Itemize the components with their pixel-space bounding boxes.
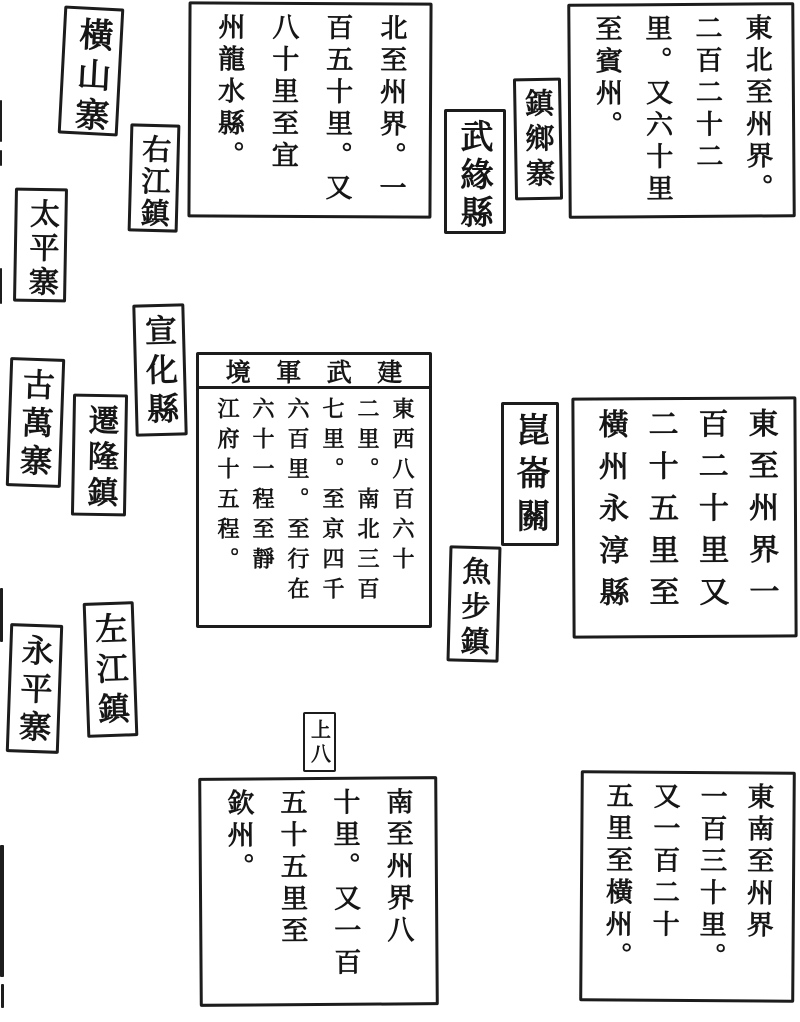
text-column: 東西八百六十 (389, 397, 415, 577)
title-char: 武 (326, 357, 352, 387)
title-char: 境 (225, 357, 251, 387)
text-column: 至賓州。 (590, 14, 623, 143)
place-label-xuanhua-xian (132, 303, 187, 436)
text-column: 一百三十里。 (694, 782, 727, 975)
text-column: 東至州界一 (742, 407, 779, 618)
place-name: 魚步鎮 (456, 555, 493, 662)
text-column: 欽州。 (222, 788, 254, 885)
page-edge-mark (0, 268, 2, 304)
title-char: 建 (377, 357, 403, 387)
text-column: 又一百二十 (647, 781, 680, 942)
page-edge-mark (0, 100, 2, 142)
place-label-qianlong-zhen (71, 394, 128, 517)
place-label-kunlun-guan (501, 402, 559, 546)
text-column: 二十五里至 (642, 408, 679, 619)
place-name: 宣化縣 (139, 313, 181, 432)
folio-text: 上八 (307, 719, 332, 767)
vertical-text-block (190, 4, 427, 215)
vertical-text-block (201, 779, 435, 1004)
text-column: 二百二十二 (690, 13, 723, 174)
place-name: 右江鎮 (136, 133, 173, 231)
page-edge-mark (1, 984, 4, 1008)
text-column: 南至州界八 (381, 787, 414, 948)
text-column: 二里。南北三百 (354, 397, 380, 607)
page-edge-mark (0, 588, 3, 642)
vertical-text-block (199, 389, 429, 625)
place-label-youjiang-zhen (128, 123, 181, 232)
text-column: 州龍水縣。 (212, 12, 245, 173)
text-column: 五里至橫州。 (600, 781, 633, 974)
vertical-text-block (582, 773, 792, 999)
place-name: 太平寨 (22, 197, 60, 301)
text-column: 六百里。至行在 (284, 397, 310, 607)
text-column: 五十五里至 (275, 788, 308, 949)
text-column: 百五十里。又 (320, 13, 353, 206)
title-char: 軍 (276, 357, 302, 387)
text-column: 百二十里又 (692, 407, 729, 618)
distance-box-north (187, 1, 432, 218)
place-name: 崑崙關 (510, 412, 550, 541)
text-column: 江府十五程。 (214, 397, 240, 577)
place-name: 武緣縣 (455, 119, 495, 233)
text-column: 十里。又一百 (328, 787, 361, 980)
distance-box-northeast (567, 2, 795, 219)
page-edge-mark (0, 150, 2, 166)
place-label-guwan-zhai (6, 357, 65, 488)
vertical-text-block (570, 5, 791, 216)
text-column: 東北至州界。 (740, 13, 773, 206)
place-name: 永平寨 (13, 633, 56, 749)
place-label-wuyuan-xian (444, 109, 506, 234)
folio-marker (303, 712, 336, 772)
text-column: 七里。至京四千 (319, 397, 345, 607)
distance-box-southeast (579, 770, 796, 1002)
territory-box-jianwu-army (196, 352, 432, 628)
text-column: 東南至州界 (741, 782, 774, 943)
place-label-zuojiang-zhen (83, 601, 139, 738)
place-name: 鎮鄉寨 (520, 87, 557, 194)
place-label-zhenxiang-zhai (513, 78, 563, 201)
place-name: 古萬寨 (14, 367, 57, 483)
place-name: 左江鎮 (89, 611, 132, 733)
place-name: 橫山寨 (67, 16, 114, 138)
text-column: 北至州界。一 (374, 13, 407, 206)
place-label-hengshan-zhai (58, 6, 125, 137)
place-label-yongping-zhai (6, 623, 63, 754)
text-column: 里。又六十里 (640, 14, 673, 207)
place-name: 遷隆鎮 (81, 403, 119, 513)
place-label-taiping-zhai (13, 188, 68, 303)
vertical-text-block (574, 399, 795, 635)
distance-box-south (198, 776, 439, 1007)
place-label-yubu-zhen (446, 545, 501, 662)
page-edge-mark (0, 845, 4, 977)
distance-box-east (571, 396, 797, 638)
text-column: 六十一程至靜 (249, 397, 275, 577)
territory-title (199, 355, 429, 389)
text-column: 八十里至宜 (266, 12, 299, 173)
text-column: 橫州永淳縣 (592, 408, 629, 619)
